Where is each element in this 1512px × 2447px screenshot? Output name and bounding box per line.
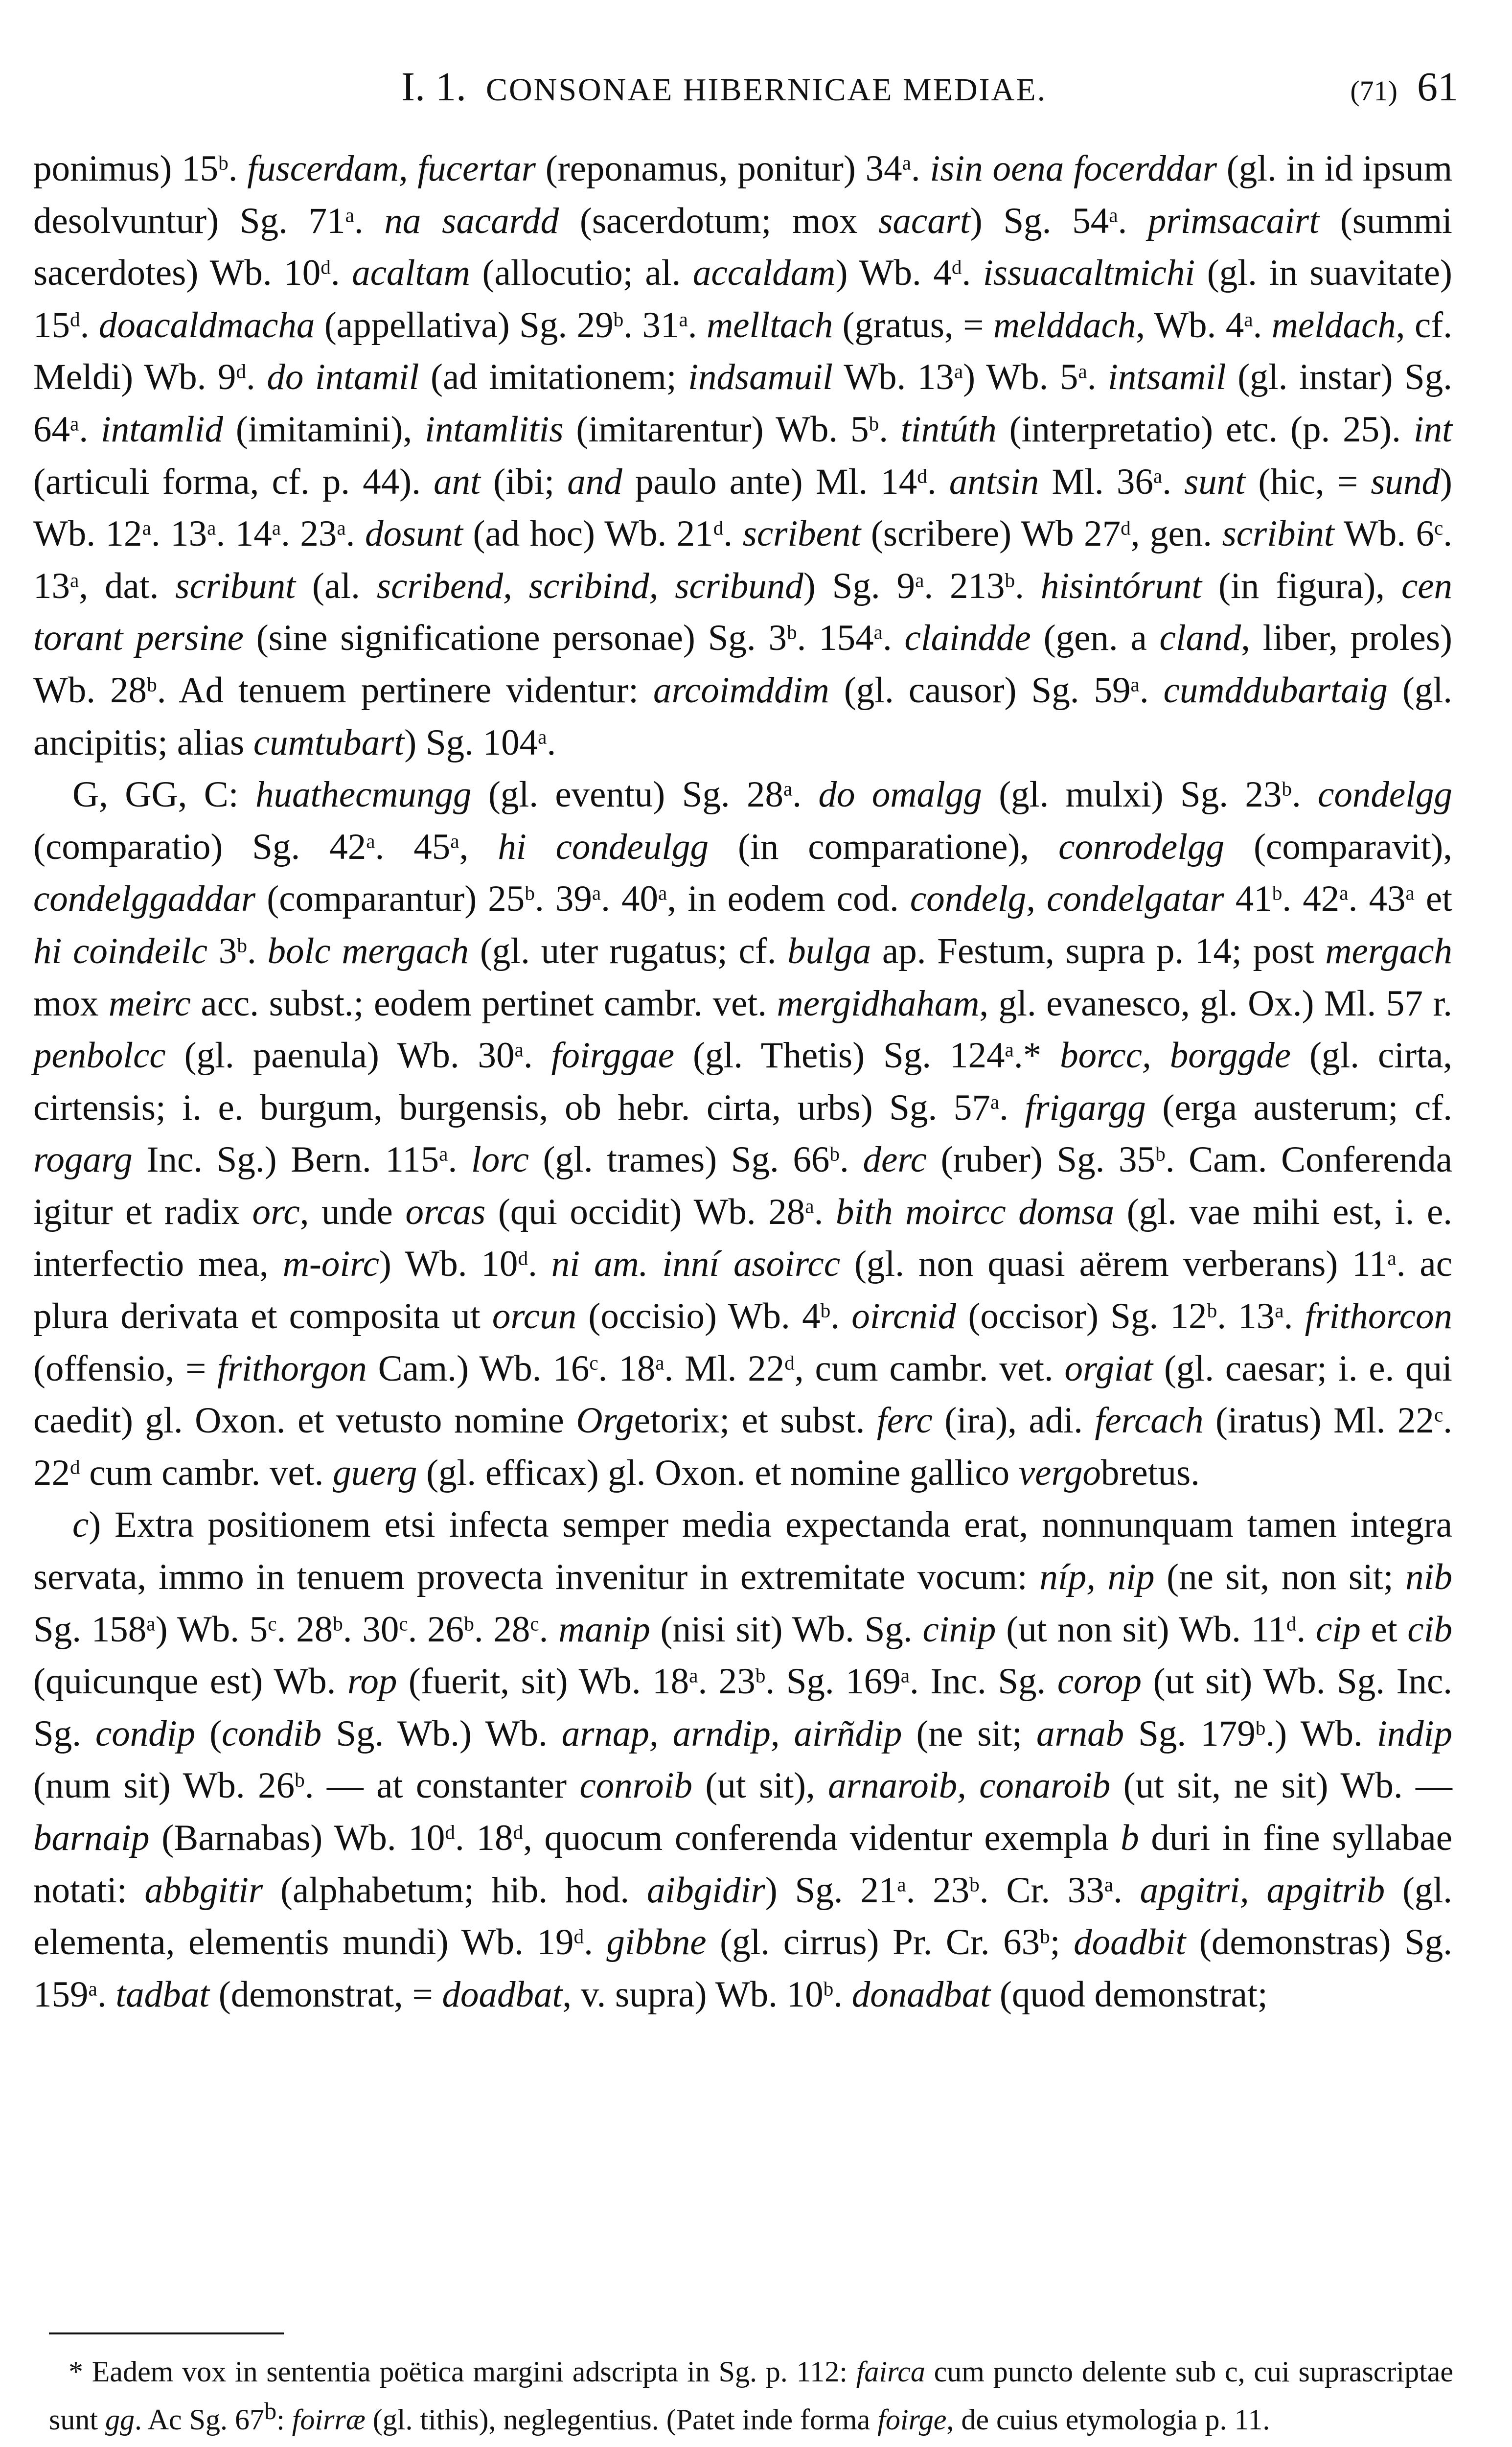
main-text [33,143,1452,2021]
footnote-divider [49,2332,284,2334]
header-title: CONSONAE HIBERNICAE MEDIAE. [485,72,1047,108]
page-number: 61 [1417,64,1458,110]
paragraph-3: c) Extra positionem etsi infecta semper media expectanda erat, nonnunquam tamen integra servata, immo in tenuem provecta invenitur in extremitate vocum: níp, nip (ne sit, non sit; nib Sg. 158$^a$) Wb. 5$^c$. 28$^b$. 30$^c$. 26$^b$. 28$^c$. manip (nisi sit) Wb. Sg. cinip (ut non sit) Wb. 11$^d$. cip et cib (quicunque est) Wb. rop (fuerit, sit) Wb. 18$^a$. 23$^b$. Sg. 169$^a$. Inc. Sg. corop (ut sit) Wb. Sg. Inc. Sg. condip (condib Sg. Wb.) Wb. arnap, arndip, airñdip (ne sit; arnab Sg. 179$^b$.) Wb. indip (num sit) Wb. 26$^b$. — at constanter conroib (ut sit), arnaroib, conaroib (ut sit, ne sit) Wb. — barnaip (Barnabas) Wb. 10$^d$. 18$^d$, quocum conferenda videntur exempla b duri in fine syllabae notati: abbgitir (alphabetum; hib. hod. aibgidir) Sg. 21$^a$. 23$^b$. Cr. 33$^a$. apgitri, apgitrib (gl. elementa, elementis mundi) Wb. 19$^d$. gibbne (gl. cirrus) Pr. Cr. 63$^b$; doadbit (demonstras) Sg. 159$^a$. tadbat (demonstrat, = doadbat, v. supra) Wb. 10$^b$. donadbat (quod demonstrat; [33,1504,1453,2015]
footnote: * Eadem vox in sententia poëtica margini adscripta in Sg. p. 112: fairca cum puncto delente sub c, cui suprascriptae sunt gg. Ac Sg. 67$^b$: foirræ (gl. tithis), neglegentius. (Patet inde forma foirge, de cuius etymologia p. 11. [49,2355,1454,2436]
paragraph-1: ponimus) 15$^b$. fuscerdam, fucertar (reponamus, ponitur) 34$^a$. isin oena focerddar (gl. in id ipsum desolvuntur) Sg. 71$^a$. na sacardd (sacerdotum; mox sacart) Sg. 54$^a$. primsacairt (summi sacerdotes) Wb. 10$^d$. acaltam (allocutio; al. accaldam) Wb. 4$^d$. issuacaltmichi (gl. in suavitate) 15$^d$. doacaldmacha (appellativa) Sg. 29$^b$. 31$^a$. melltach (gratus, = melddach, Wb. 4$^a$. meldach, cf. Meldi) Wb. 9$^d$. do intamil (ad imitationem; indsamuil Wb. 13$^a$) Wb. 5$^a$. intsamil (gl. instar) Sg. 64$^a$. intamlid (imitamini), intamlitis (imitarentur) Wb. 5$^b$. tintúth (interpretatio) etc. (p. 25). int (articuli forma, cf. p. 44). ant (ibi; and paulo ante) Ml. 14$^d$. antsin Ml. 36$^a$. sunt (hic, = sund) Wb. 12$^a$. 13$^a$. 14$^a$. 23$^a$. dosunt (ad hoc) Wb. 21$^d$. scribent (scribere) Wb 27$^d$, gen. scribint Wb. 6$^c$. 13$^a$, dat. scribunt (al. scribend, scribind, scribund) Sg. 9$^a$. 213$^b$. hisintórunt (in figura), cen torant persine (sine significatione personae) Sg. 3$^b$. 154$^a$. claindde (gen. a cland, liber, proles) Wb. 28$^b$. Ad tenuem pertinere videntur: arcoimddim (gl. causor) Sg. 59$^a$. cumddubartaig (gl. ancipitis; alias cumtubart) Sg. 104$^a$. [33,148,1453,763]
running-header [59,58,1458,116]
paragraph-2: G, GG, C: huathecmungg (gl. eventu) Sg. 28$^a$. do omalgg (gl. mulxi) Sg. 23$^b$. condelgg (comparatio) Sg. 42$^a$. 45$^a$, hi condeulgg (in comparatione), conrodelgg (comparavit), condelggaddar (comparantur) 25$^b$. 39$^a$. 40$^a$, in eodem cod. condelg, condelgatar 41$^b$. 42$^a$. 43$^a$ et hi coindeilc 3$^b$. bolc mergach (gl. uter rugatus; cf. bulga ap. Festum, supra p. 14; post mergach mox meirc acc. subst.; eodem pertinet cambr. vet. mergidhaham, gl. evanesco, gl. Ox.) Ml. 57 r. penbolcc (gl. paenula) Wb. 30$^a$. foirggae (gl. Thetis) Sg. 124$^a$.* borcc, borggde (gl. cirta, cirtensis; i. e. burgum, burgensis, ob hebr. cirta, urbs) Sg. 57$^a$. frigargg (erga austerum; cf. rogarg Inc. Sg.) Bern. 115$^a$. lorc (gl. trames) Sg. 66$^b$. derc (ruber) Sg. 35$^b$. Cam. Conferenda igitur et radix orc, unde orcas (qui occidit) Wb. 28$^a$. bith moircc domsa (gl. vae mihi est, i. e. interfectio mea, m-oirc) Wb. 10$^d$. ni am. inní asoircc (gl. non quasi aërem verberans) 11$^a$. ac plura derivata et composita ut orcun (occisio) Wb. 4$^b$. oircnid (occisor) Sg. 12$^b$. 13$^a$. frithorcon (offensio, = frithorgon Cam.) Wb. 16$^c$. 18$^a$. Ml. 22$^d$, cum cambr. vet. orgiat (gl. caesar; i. e. qui caedit) gl. Oxon. et vetusto nomine Orgetorix; et subst. ferc (ira), adi. fercach (iratus) Ml. 22$^c$. 22$^d$ cum cambr. vet. guerg (gl. efficax) gl. Oxon. et nomine gallico vergobretus. [33,774,1453,1493]
section-number: I. 1. [401,64,466,110]
page-number-block [1350,58,1458,120]
original-page-number: (71) [1350,75,1397,107]
header-title-block [401,58,1047,119]
